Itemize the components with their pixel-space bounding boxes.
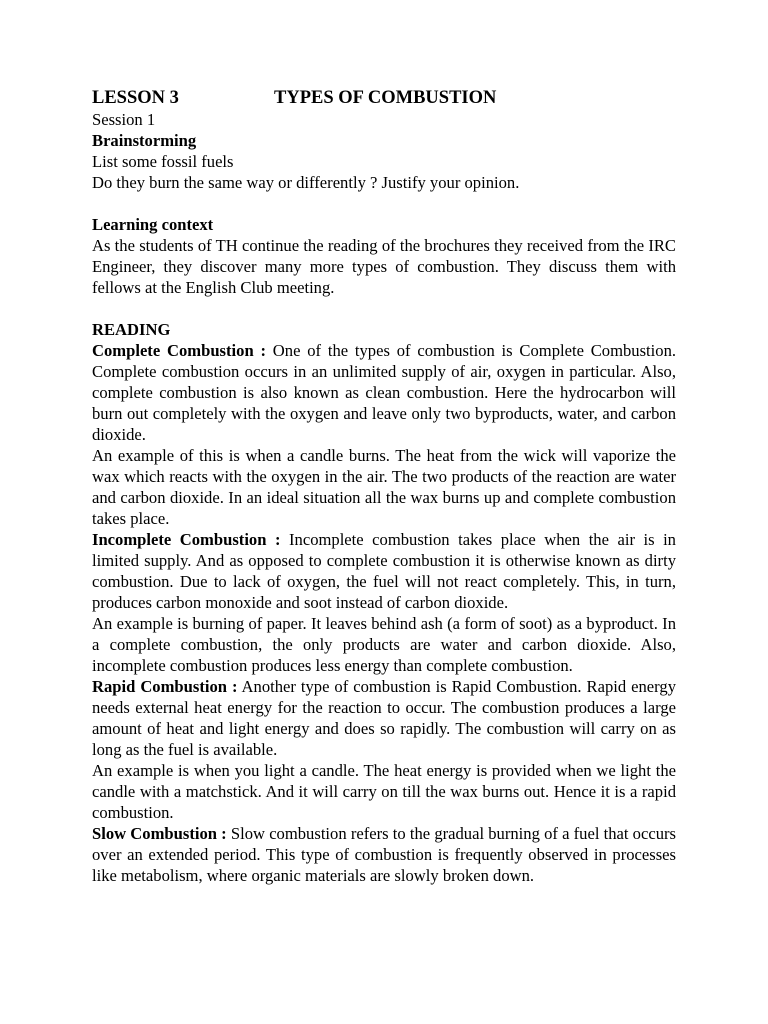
slow-combustion-text: Slow combustion refers to the gradual burning of a fuel that occurs over an extended period. This type of combustion is frequently observed in processes like metabolism, where organic materials are slowly broken down. bbox=[92, 824, 676, 885]
learning-context-heading: Learning context bbox=[92, 215, 214, 234]
complete-combustion-example: An example of this is when a candle burns. The heat from the wick will vaporize the wax which reacts with the oxygen in the air. The two products of the reaction are water and carbon dioxide. In an ideal situation all the wax burns up and complete combustion takes place. bbox=[92, 446, 676, 528]
spacer bbox=[92, 193, 676, 214]
slow-combustion-term: Slow Combustion : bbox=[92, 824, 227, 843]
incomplete-combustion-text: Incomplete combustion takes place when the air is in limited supply. And as opposed to complete combustion it is otherwise known as dirty combustion. Due to lack of oxygen, the fuel will not react completely. This, in turn, produces carbon monoxide and soot instead of carbon dioxide. bbox=[92, 530, 676, 612]
rapid-combustion-paragraph bbox=[92, 676, 676, 760]
document-page bbox=[92, 87, 676, 886]
complete-combustion-text: One of the types of combustion is Complete Combustion. Complete combustion occurs in an unlimited supply of air, oxygen in particular. Also, complete combustion is also known as clean combustion. Here the hydrocarbon will burn out completely with the oxygen and leave only two byproducts, water, and carbon dioxide. bbox=[92, 341, 677, 444]
complete-combustion-paragraph bbox=[92, 340, 676, 445]
lesson-title: TYPES OF COMBUSTION bbox=[274, 88, 497, 108]
brainstorming-question-1: List some fossil fuels bbox=[92, 152, 234, 171]
incomplete-combustion-paragraph bbox=[92, 529, 676, 613]
brainstorming-question-2: Do they burn the same way or differently ? Justify your opinion. bbox=[92, 173, 520, 192]
incomplete-combustion-term: Incomplete Combustion : bbox=[92, 530, 281, 549]
session-label: Session 1 bbox=[92, 110, 156, 129]
rapid-combustion-text: Another type of combustion is Rapid Combustion. Rapid energy needs external heat energy for the reaction to occur. The combustion produces a large amount of heat and light energy and does so rapidly. The combustion will carry on as long as the fuel is available. bbox=[92, 677, 676, 759]
reading-heading: READING bbox=[92, 320, 171, 339]
spacer bbox=[92, 298, 676, 319]
lesson-label: LESSON 3 bbox=[92, 88, 179, 108]
rapid-combustion-term: Rapid Combustion : bbox=[92, 677, 238, 696]
incomplete-combustion-example: An example is burning of paper. It leaves behind ash (a form of soot) as a byproduct. In a complete combustion, the only products are water and carbon dioxide. Also, incomplete combustion produces less energy than complete combustion. bbox=[92, 614, 676, 675]
lesson-heading bbox=[92, 87, 676, 109]
rapid-combustion-example: An example is when you light a candle. The heat energy is provided when we light the candle with a matchstick. And it will carry on till the wax burns out. Hence it is a rapid combustion. bbox=[92, 761, 676, 822]
slow-combustion-paragraph bbox=[92, 823, 676, 886]
learning-context-text: As the students of TH continue the reading of the brochures they received from the IRC Engineer, they discover many more types of combustion. They discuss them with fellows at the English Club meeting. bbox=[92, 236, 676, 297]
complete-combustion-term: Complete Combustion : bbox=[92, 341, 266, 360]
brainstorming-heading: Brainstorming bbox=[92, 131, 197, 150]
